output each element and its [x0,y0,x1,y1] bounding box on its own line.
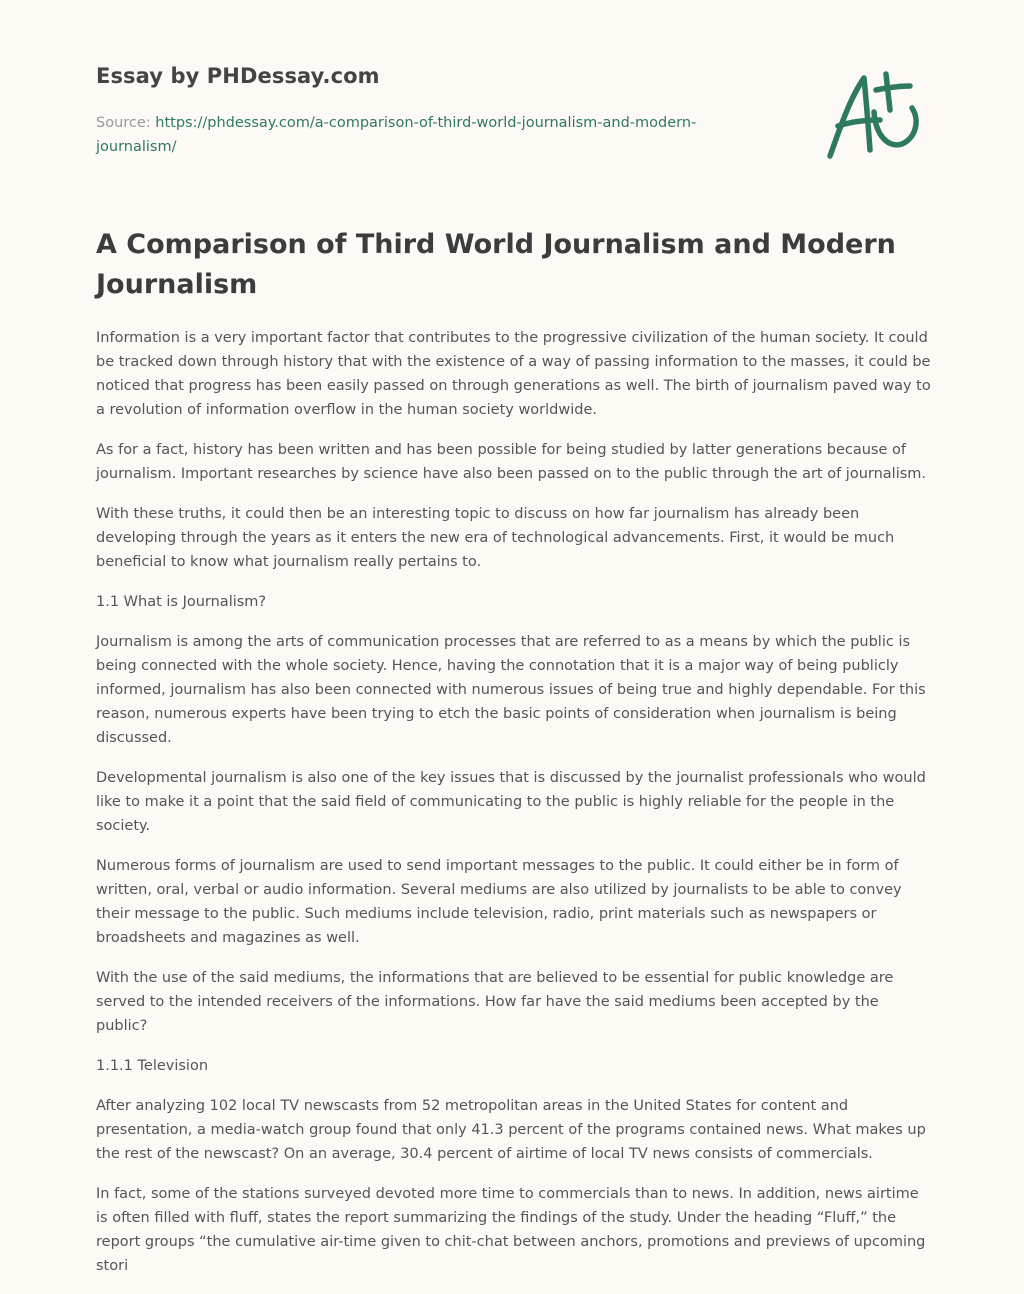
source-label: Source: [96,115,156,131]
site-brand: Essay by PHDessay.com [96,64,380,88]
section-heading: 1.1.1 Television [96,1058,209,1074]
paragraph: With these truths, it could then be an interesting topic to discuss on how far journalism has already been developing through the years as it enters the new era of technological advancements. First, it would be much beneficial to know what journalism really pertains to. [96,506,895,570]
page-title: A Comparison of Third World Journalism and Modern Journalism [96,229,896,300]
paragraph: With the use of the said mediums, the informations that are believed to be essential for public knowledge are served to the intended receivers of the informations. How far have the said mediums been accepted by the public? [96,970,894,1034]
paragraph: As for a fact, history has been written and has been possible for being studied by latter generations because of journalism. Important researches by science have also been passed on to the public through the art of journalism. [96,442,927,482]
paragraph: Developmental journalism is also one of the key issues that is discussed by the journalist professionals who would like to make it a point that the said field of communicating to the public is highly reliable for the people in the society. [96,770,926,834]
paragraph: Journalism is among the arts of communication processes that are referred to as a means by which the public is being connected with the whole society. Hence, having the connotation that it is a major way of being publicly informed, journalism has also been connected with numerous issues of being true and highly dependable. For this reason, numerous experts have been trying to etch the basic points of consideration when journalism is being discussed. [96,634,926,746]
paragraph: Information is a very important factor that contributes to the progressive civilization of the human society. It could be tracked down through history that with the existence of a way of passing information to the masses, it could be noticed that progress has been easily passed on through generations as well. The birth of journalism paved way to a revolution of information overflow in the human society worldwide. [96,330,931,418]
source-link[interactable]: https://phdessay.com/a-comparison-of-third-world-journalism-and-modern-journalism/ [96,115,697,155]
essay-body [96,326,932,1294]
source-line [96,111,736,159]
a-plus-grade-icon [820,68,930,164]
paragraph: After analyzing 102 local TV newscasts from 52 metropolitan areas in the United States for content and presentation, a media-watch group found that only 41.3 percent of the programs contained news. What makes up the rest of the newscast? On an average, 30.4 percent of airtime of local TV news consists of commercials. [96,1098,926,1162]
paragraph: In fact, some of the stations surveyed devoted more time to commercials than to news. In addition, news airtime is often filled with fluff, states the report summarizing the findings of the study. Under the heading “Fluff,” the report groups “the cumulative air-time given to chit-chat between anchors, promotions and previews of upcoming stori [96,1186,926,1274]
section-heading: 1.1 What is Journalism? [96,594,267,610]
paragraph: Numerous forms of journalism are used to send important messages to the public. It could either be in form of written, oral, verbal or audio information. Several mediums are also utilized by journalists to be able to convey their message to the public. Such mediums include television, radio, print materials such as newspapers or broadsheets and magazines as well. [96,858,902,946]
